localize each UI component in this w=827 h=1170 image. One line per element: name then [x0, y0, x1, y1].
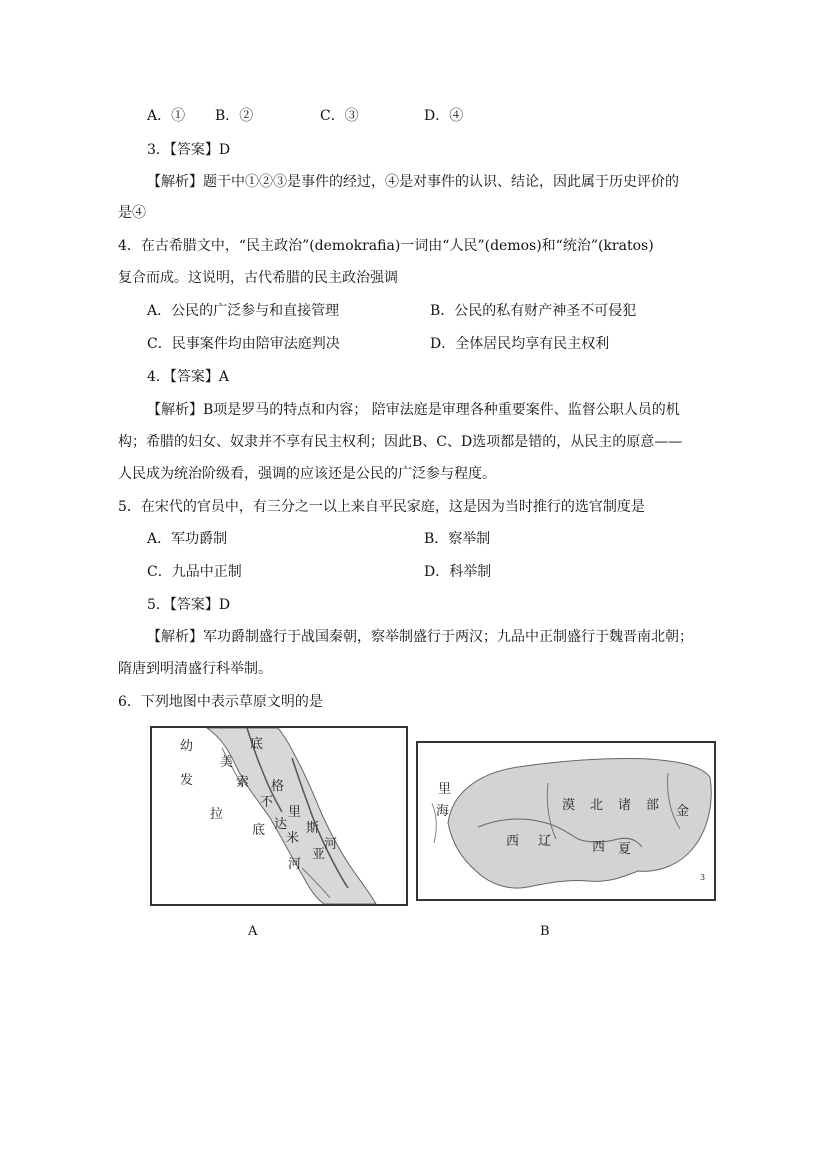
q3-answer: 3．【答案】D [147, 142, 231, 158]
map-b-label-li: 里 [438, 782, 452, 797]
map-a-label-di2: 底 [252, 823, 266, 838]
map-a-label-suo: 索 [236, 775, 250, 790]
q5-analysis-line1: 【解析】军功爵制盛行于战国秦朝，察举制盛行于两汉；九品中正制盛行于魏晋南北朝； [147, 629, 693, 645]
map-a-label-he2: 河 [288, 857, 302, 872]
map-b-label-mo: 漠 [562, 798, 576, 813]
q3-option-b: B．② [215, 108, 254, 124]
q3-option-c: C．③ [320, 108, 359, 124]
map-b-label-zhu: 诸 [618, 798, 632, 813]
map-a-label-you: 幼 [180, 739, 194, 754]
q4-stem-line2: 复合而成。这说明，古代希腊的民主政治强调 [118, 270, 398, 286]
map-b-page-mark: 3 [700, 873, 706, 882]
map-b-label-jin: 金 [676, 804, 690, 819]
q6-stem: 6．下列地图中表示草原文明的是 [118, 694, 323, 710]
q3-option-d: D．④ [424, 108, 464, 124]
map-a-label-si: 斯 [306, 821, 320, 836]
map-a-label-mei: 美 [220, 755, 234, 770]
q5-analysis-line2: 隋唐到明清盛行科举制。 [118, 661, 272, 677]
map-a-label-la: 拉 [210, 807, 224, 822]
map-b-label-bei: 北 [590, 798, 604, 813]
q4-option-a: A．公民的广泛参与和直接管理 [147, 303, 340, 319]
map-a-label-ya: 亚 [312, 847, 326, 862]
map-b-label-liao: 辽 [538, 834, 552, 849]
map-a-label-he1: 河 [324, 837, 338, 852]
q5-option-a: A．军功爵制 [147, 531, 228, 547]
q5-option-b: B．察举制 [424, 531, 491, 547]
map-a-label-li: 里 [288, 805, 302, 820]
q5-answer: 5．【答案】D [147, 597, 231, 613]
map-a-drawing [152, 728, 406, 904]
q3-analysis-line1: 【解析】题干中①②③是事件的经过，④是对事件的认识、结论，因此属于历史评价的 [147, 174, 679, 190]
q4-analysis-line2: 构；希腊的妇女、奴隶并不享有民主权利；因此B、C、D选项都是错的，从民主的原意—— [118, 434, 683, 450]
map-b-label-xia: 夏 [618, 842, 632, 857]
q4-option-d: D．全体居民均享有民主权利 [430, 336, 610, 352]
q3-analysis-line2: 是④ [118, 205, 146, 221]
map-b-caption: B [540, 924, 550, 939]
q5-option-d: D．科举制 [424, 564, 492, 580]
q4-stem-line1: 4．在古希腊文中，“民主政治”(demokrafia)一词由“人民”(demos)和“统治”(kratos) [118, 238, 654, 254]
q5-stem: 5．在宋代的官员中，有三分之一以上来自平民家庭，这是因为当时推行的选官制度是 [118, 499, 645, 515]
map-b-label-xi1: 西 [506, 834, 520, 849]
map-a-label-di1: 底 [250, 737, 264, 752]
map-b [416, 741, 716, 901]
map-b-drawing [418, 743, 714, 899]
map-a [150, 726, 408, 906]
map-a-label-mi: 米 [286, 831, 300, 846]
q3-option-a: A．① [147, 108, 186, 124]
q4-analysis-line1: 【解析】B项是罗马的特点和内容； 陪审法庭是审理各种重要案件、监督公职人员的机 [147, 402, 680, 418]
map-a-label-da: 达 [274, 817, 288, 832]
map-a-label-bu: 不 [260, 795, 274, 810]
map-b-label-xi2: 西 [592, 840, 606, 855]
q4-analysis-line3: 人民成为统治阶级看，强调的应该还是公民的广泛参与程度。 [118, 466, 496, 482]
map-b-label-hai: 海 [436, 804, 450, 819]
map-b-label-bu: 部 [646, 798, 660, 813]
map-a-caption: A [248, 924, 258, 939]
map-a-label-fa: 发 [180, 773, 194, 788]
map-a-label-ge: 格 [271, 779, 285, 794]
q5-option-c: C．九品中正制 [147, 564, 242, 580]
q4-answer: 4．【答案】A [147, 369, 230, 385]
q4-option-c: C．民事案件均由陪审法庭判决 [147, 336, 340, 352]
q4-option-b: B．公民的私有财产神圣不可侵犯 [430, 303, 637, 319]
